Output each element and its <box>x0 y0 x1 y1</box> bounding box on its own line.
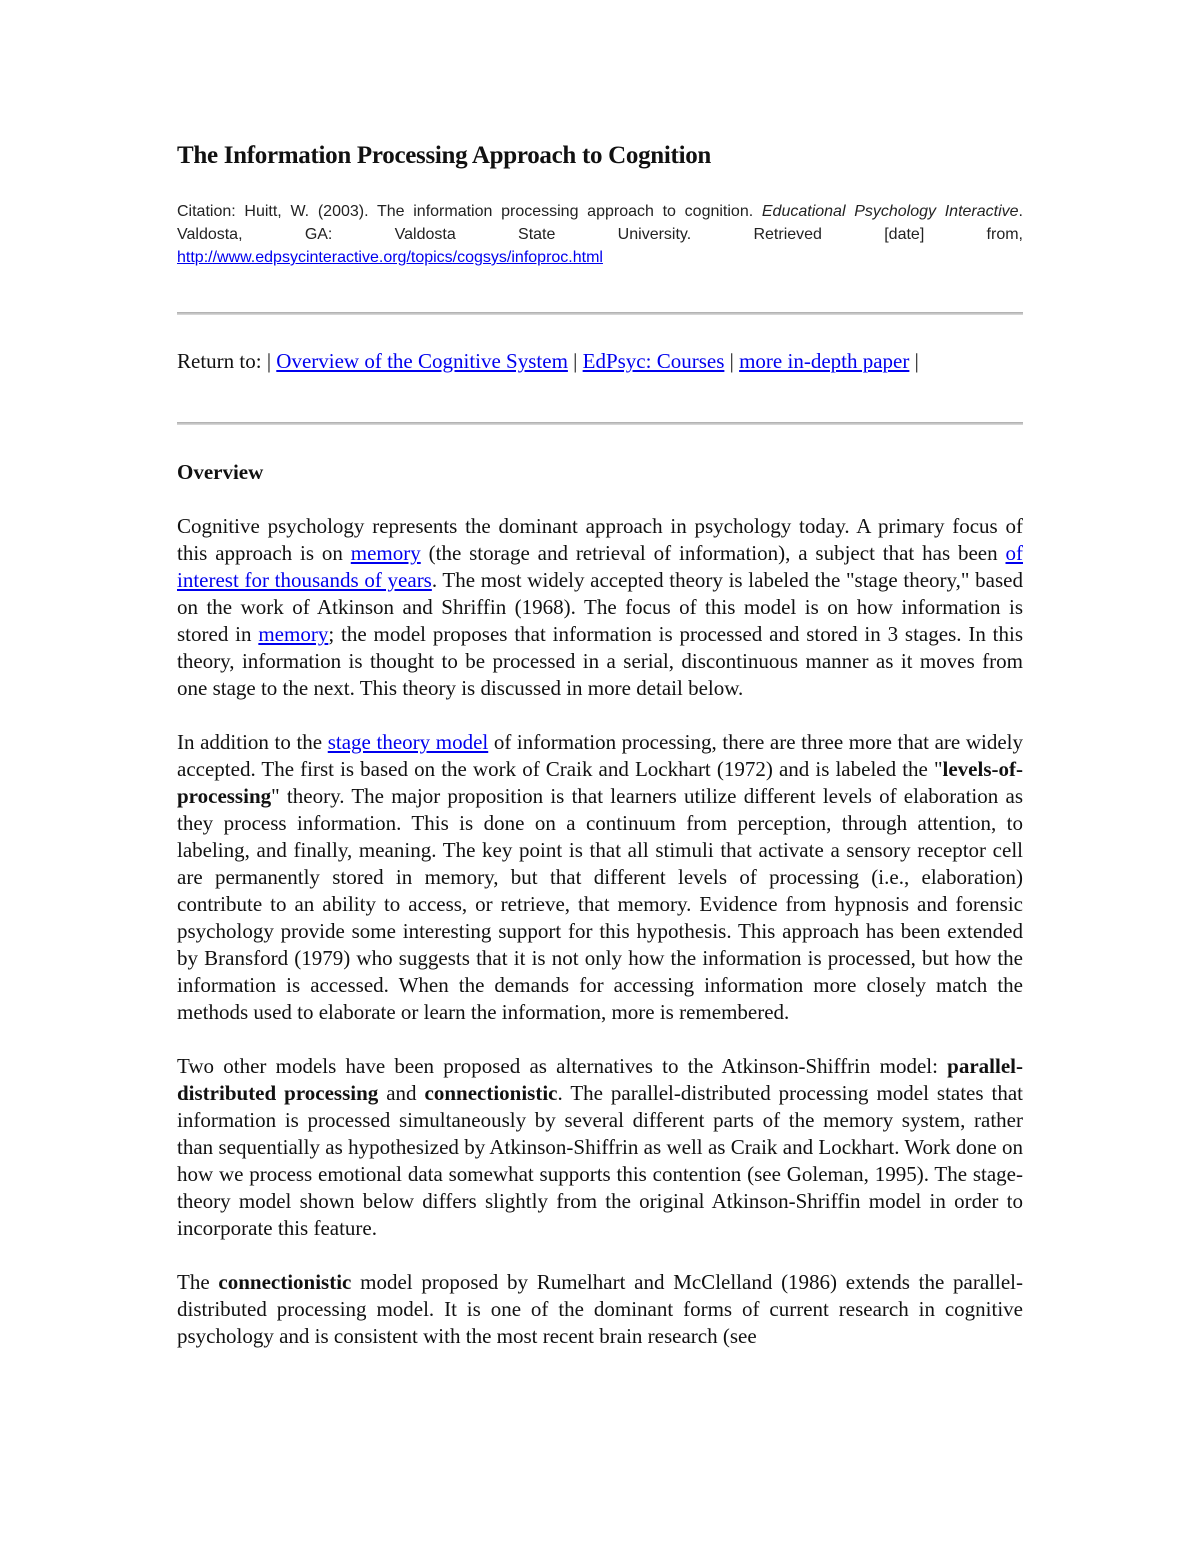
text-run: The <box>177 1270 219 1294</box>
divider <box>177 422 1023 425</box>
inline-link[interactable]: of interest for thousands of years <box>177 541 1023 592</box>
page-title: The Information Processing Approach to Cognition <box>177 142 712 169</box>
text-run: and <box>378 1081 425 1105</box>
inline-link[interactable]: stage theory model <box>327 730 489 754</box>
return-label: Return to: | <box>177 349 277 373</box>
text-run: of information processing, there are three more that are widely accepted. The first is based on the work of Craik and Lockhart (1972) and is labeled the " <box>177 730 1023 781</box>
citation <box>177 200 1023 269</box>
overview-heading: Overview <box>177 460 264 484</box>
paragraph <box>177 729 1023 1026</box>
bold-term: connectionistic <box>424 1081 558 1105</box>
body-text <box>177 513 1023 1377</box>
citation-journal: Educational Psychology Interactive <box>761 203 1019 220</box>
text-run: (the storage and retrieval of information), a subject that has been <box>420 541 1006 565</box>
separator: | <box>909 349 919 373</box>
text-run: Two other models have been proposed as alternatives to the Atkinson-Shiffrin model: <box>177 1054 948 1078</box>
text-run: ; the model proposes that information is processed and stored in 3 stages. In this theory, information is thought to be processed in a serial, discontinuous manner as it moves from one stage to the next. This theory is discussed in more detail below. <box>177 622 1024 700</box>
bold-term: levels-of-processing <box>177 757 1023 808</box>
citation-url-link[interactable]: http://www.edpsycinteractive.org/topics/cogsys/infoproc.html <box>177 249 603 266</box>
paragraph <box>177 1053 1023 1242</box>
bold-term: connectionistic <box>218 1270 352 1294</box>
separator: | <box>724 349 740 373</box>
separator: | <box>567 349 583 373</box>
citation-suffix: . Valdosta, GA: Valdosta State University. Retrieved [date] from, <box>177 203 1023 243</box>
link-edpsyc-courses[interactable]: EdPsyc: Courses <box>582 349 725 373</box>
return-nav <box>177 349 919 374</box>
paragraph <box>177 1269 1023 1350</box>
bold-term: parallel-distributed processing <box>177 1054 1023 1105</box>
text-run: . The parallel-distributed processing model states that information is processed simultaneously by several different parts of the memory system, rather than sequentially as hypothesized by Atkinson-Shiffrin as well as Craik and Lockhart. Work done on how we process emotional data somewhat supports this contention (see Goleman, 1995). The stage-theory model shown below differs slightly from the original Atkinson-Shriffin model in order to incorporate this feature. <box>177 1081 1023 1240</box>
text-run: model proposed by Rumelhart and McClelland (1986) extends the parallel-distributed processing model. It is one of the dominant forms of current research in cognitive psychology and is consistent with the most recent brain research (see <box>177 1270 1023 1348</box>
inline-link[interactable]: memory <box>258 622 329 646</box>
text-run: In addition to the <box>177 730 328 754</box>
inline-link[interactable]: memory <box>350 541 421 565</box>
text-run: " theory. The major proposition is that learners utilize different levels of elaboration as they process information. This is done on a continuum from perception, through attention, to labeling, and finally, meaning. The key point is that all stimuli that activate a sensory receptor cell are permanently stored in memory, but that different levels of processing (i.e., elaboration) contribute to an ability to access, or retrieve, that memory. Evidence from hypnosis and forensic psychology provide some interesting support for this hypothesis. This approach has been extended by Bransford (1979) who suggests that it is not only how the information is processed, but how the information is accessed. When the demands for accessing information more closely match the methods used to elaborate or learn the information, more is remembered. <box>177 784 1023 1024</box>
link-overview-cognitive-system[interactable]: Overview of the Cognitive System <box>276 349 568 373</box>
link-in-depth-paper[interactable]: more in-depth paper <box>739 349 910 373</box>
paragraph <box>177 513 1023 702</box>
divider <box>177 312 1023 315</box>
citation-prefix: Citation: Huitt, W. (2003). The information processing approach to cognition. <box>177 203 762 220</box>
text-run: Cognitive psychology represents the dominant approach in psychology today. A primary focus of this approach is on <box>177 514 1023 565</box>
text-run: . The most widely accepted theory is labeled the "stage theory," based on the work of Atkinson and Shriffin (1968). The focus of this model is on how information is stored in <box>177 568 1023 646</box>
